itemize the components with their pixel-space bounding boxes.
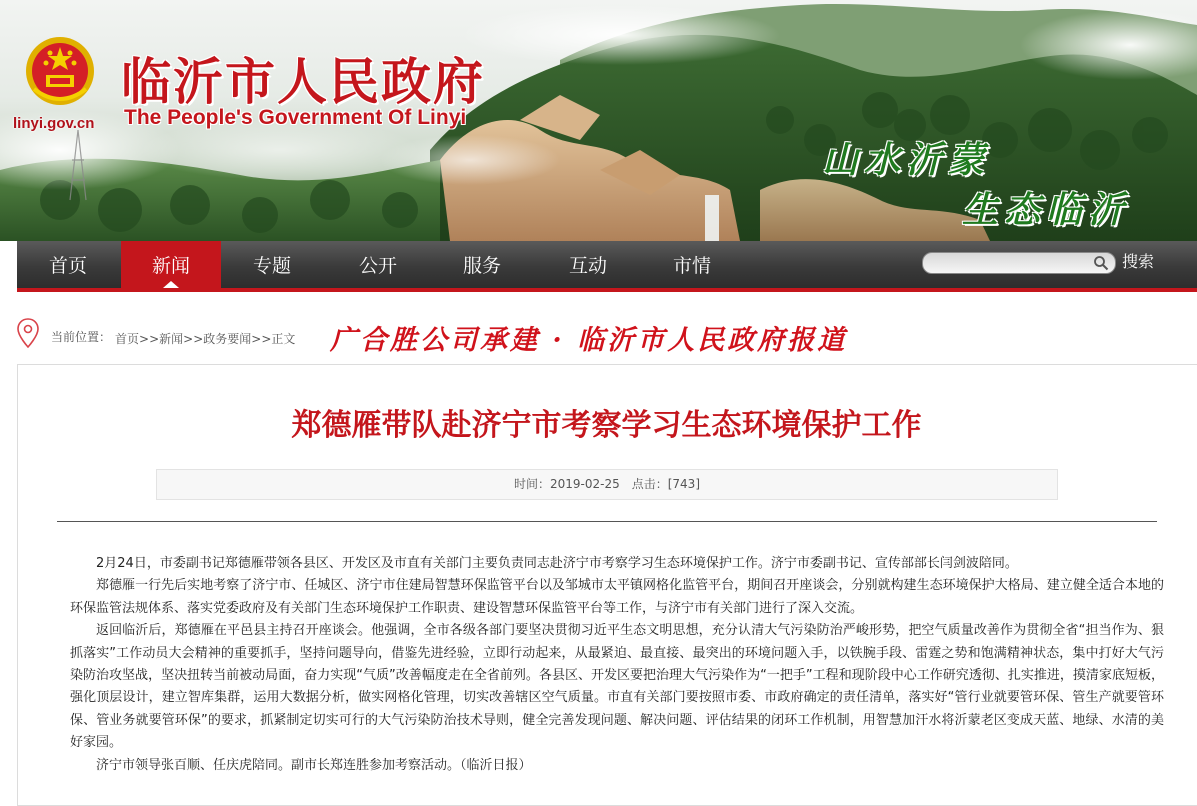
promo-banner-text: 广合胜公司承建 · 临沂市人民政府报道: [330, 325, 848, 356]
search-input[interactable]: [931, 254, 1095, 274]
header-banner: [0, 0, 1197, 241]
breadcrumb-trail: [115, 328, 295, 347]
search-icon[interactable]: [1093, 255, 1109, 271]
breadcrumb-label: 当前位置：: [51, 330, 112, 344]
breadcrumb-separator: >>: [139, 332, 160, 346]
breadcrumb-home[interactable]: 首页: [115, 332, 140, 346]
article-paragraph: 2月24日，市委副书记郑德雁带领各县区、开发区及市直有关部门主要负责同志赴济宁市考察学习生态环境保护工作。济宁市委副书记、宣传部部长闫剑波陪同。: [96, 556, 1018, 571]
breadcrumb-separator: >>: [183, 332, 204, 346]
divider: [57, 521, 1157, 522]
breadcrumb: [17, 314, 1197, 358]
article-meta: [156, 469, 1058, 500]
click-count: 点击：[743]: [631, 477, 701, 491]
article-body: [70, 553, 1164, 777]
nav-item-news[interactable]: 新闻: [121, 241, 221, 288]
nav-item-home[interactable]: 首页: [48, 255, 87, 277]
nav-item-public-info[interactable]: 公开: [358, 255, 397, 277]
search-button[interactable]: 搜索: [1122, 252, 1155, 271]
national-emblem-icon: [22, 33, 98, 111]
slogan-line-1: 山水沂蒙: [822, 139, 991, 181]
article-title: 郑德雁带队赴济宁市考察学习生态环境保护工作: [291, 408, 922, 443]
breadcrumb-current: 正文: [271, 332, 296, 346]
site-title-chinese[interactable]: 临沂市人民政府: [121, 52, 485, 111]
location-pin-icon: [17, 318, 39, 348]
publish-time: 时间：2019-02-25: [513, 477, 620, 491]
breadcrumb-separator: >>: [251, 332, 272, 346]
main-nav: [17, 241, 1197, 292]
article-paragraph: 郑德雁一行先后实地考察了济宁市、任城区、济宁市住建局智慧环保监管平台以及邹城市太平镇网格化监管平台，期间召开座谈会，分别就构建生态环境保护大格局、建立健全适合本地的环保监管法规体系、落实党委政府及有关部门生态环境保护工作职责、建设智慧环保监管平台等工作，与济宁市有关部门进行了深入交流。: [70, 578, 1164, 616]
breadcrumb-news[interactable]: 新闻: [159, 332, 184, 346]
breadcrumb-government-news[interactable]: 政务要闻: [203, 332, 252, 346]
article-paragraph: 济宁市领导张百顺、任庆虎陪同。副市长郑连胜参加考察活动。（临沂日报）: [96, 757, 532, 773]
nav-item-services[interactable]: 服务: [462, 255, 501, 277]
site-title-english[interactable]: The People's Government Of Linyi: [124, 106, 467, 129]
search-box: [922, 252, 1116, 274]
article-paragraph: 返回临沂后，郑德雁在平邑县主持召开座谈会。他强调，全市各级各部门要坚决贯彻习近平生态文明思想，充分认清大气污染防治严峻形势，把空气质量改善作为贯彻全省“担当作为、狠抓落实”工作动员大会精神的重要抓手，坚持问题导向，借鉴先进经验，立即行动起来，从最紧迫、最直接、最突出的环境问题入手，以铁腕手段、雷霆之势和饱满精神状态，集中打好大气污染防治攻坚战，坚决扭转当前被动局面，奋力实现“气质”改善幅度走在全省前列。各县区、开发区要把治理大气污染作为“一把手”工程和现阶段中心工作研究透彻、扎实推进，摸清家底短板，强化顶层设计，建立智库集群，运用大数据分析，做实网格化管理，切实改善辖区空气质量。市直有关部门要按照市委、市政府确定的责任清单，落实好“管行业就要管环保、管生产就要管环保、管业务就要管环保”的要求，抓紧制定切实可行的大气污染防治技术导则，健全完善发现问题、解决问题、评估结果的闭环工作机制，用智慧加汗水将沂蒙老区变成天蓝、地绿、水清的美好家园。: [70, 623, 1164, 751]
slogan-line-2: 生态临沂: [962, 189, 1131, 231]
nav-item-interaction[interactable]: 互动: [568, 255, 607, 277]
nav-item-city-info[interactable]: 市情: [672, 255, 711, 277]
site-domain: linyi.gov.cn: [13, 115, 95, 132]
nav-item-topics[interactable]: 专题: [252, 255, 291, 277]
